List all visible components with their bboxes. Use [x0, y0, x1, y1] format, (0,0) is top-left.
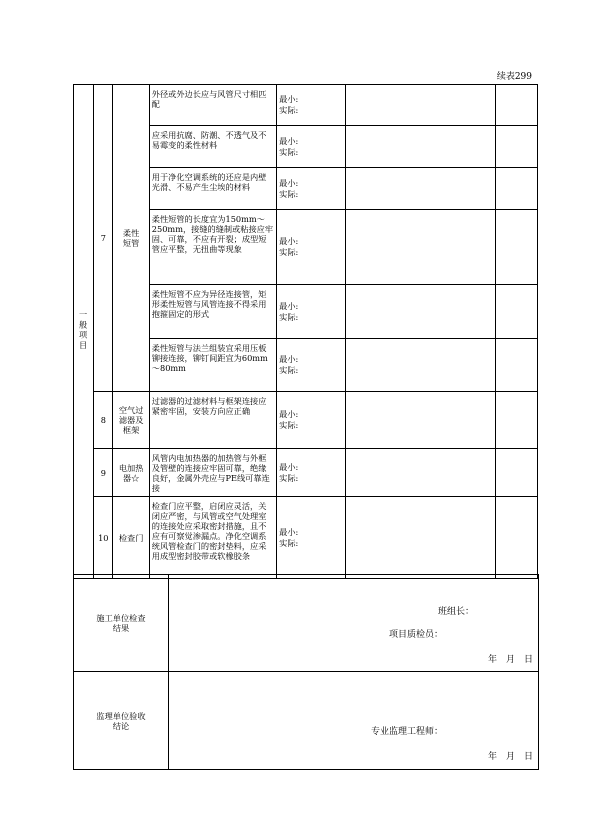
inspection-table: [73, 84, 538, 579]
measure-cell[interactable]: [345, 85, 495, 126]
requirement-text: 用于净化空调系统的还应是内壁光滑、不易产生尘埃的材料: [149, 168, 276, 210]
result-cell[interactable]: [495, 168, 538, 210]
supervision-label: 监理单位验收结论: [74, 672, 169, 770]
result-cell[interactable]: [495, 497, 538, 579]
construction-sign-area[interactable]: [169, 575, 539, 672]
requirement-text: 应采用抗腐、防潮、不透气及不易霉变的柔性材料: [149, 126, 276, 168]
requirement-text: 柔性短管的长度宜为150mm～250mm，接缝的缝制或粘接应牢固、可靠，不应有开裂；成型短管应平整，无扭曲等现象: [149, 210, 276, 285]
construction-date: 年 月 日: [487, 655, 533, 665]
inspector-label: 项目质检员：: [388, 630, 443, 640]
table-row: [74, 449, 538, 497]
result-cell[interactable]: [495, 285, 538, 339]
measure-cell[interactable]: [345, 126, 495, 168]
result-cell[interactable]: [495, 392, 538, 449]
item-number: 10: [94, 497, 113, 579]
table-row: [74, 85, 538, 126]
result-cell[interactable]: [495, 339, 538, 392]
minmax-cell: 最小: 实际:: [277, 126, 346, 168]
item-number: 9: [94, 449, 113, 497]
measure-cell[interactable]: [345, 449, 495, 497]
category-label: 一般项目: [78, 310, 89, 351]
minmax-cell: 最小: 实际:: [277, 392, 346, 449]
measure-cell[interactable]: [345, 285, 495, 339]
supervisor-engineer-label: 专业监理工程师：: [370, 727, 443, 737]
minmax-cell: 最小: 实际:: [277, 85, 346, 126]
measure-cell[interactable]: [345, 339, 495, 392]
requirement-text: 外径或外边长应与风管尺寸相匹配: [149, 85, 276, 126]
measure-cell[interactable]: [345, 210, 495, 285]
construction-row: [74, 575, 539, 672]
requirement-text: 检查门应平整，启闭应灵活，关闭应严密，与风管或空气处理室的连接处应采取密封措施，且不应有可察觉渗漏点。净化空调系统风管检查门的密封垫料，应采用成型密封胶带或软橡胶条: [149, 497, 276, 579]
table-row: [74, 392, 538, 449]
supervision-row: [74, 672, 539, 770]
result-cell[interactable]: [495, 85, 538, 126]
continuation-label: 续表299: [496, 72, 532, 82]
measure-cell[interactable]: [345, 497, 495, 579]
item-name: 电加热器☆: [113, 449, 149, 497]
requirement-text: 柔性短管与法兰组装宜采用压板铆接连接，铆钉间距宜为60mm～80mm: [149, 339, 276, 392]
category-cell: [74, 85, 94, 579]
minmax-cell: 最小: 实际:: [277, 449, 346, 497]
requirement-text: 柔性短管不应为异径连接管，矩形柔性短管与风管连接不得采用抱箍固定的形式: [149, 285, 276, 339]
supervision-date: 年 月 日: [487, 752, 533, 762]
measure-cell[interactable]: [345, 392, 495, 449]
measure-cell[interactable]: [345, 168, 495, 210]
minmax-cell: 最小: 实际:: [277, 497, 346, 579]
result-cell[interactable]: [495, 210, 538, 285]
requirement-text: 风管内电加热器的加热管与外框及管壁的连接应牢固可靠，绝缘良好，金属外壳应与PE线可靠连接: [149, 449, 276, 497]
minmax-cell: 最小: 实际:: [277, 339, 346, 392]
team-leader-label: 班组长：: [437, 607, 474, 617]
item-name: 检查门: [113, 497, 149, 579]
result-cell[interactable]: [495, 449, 538, 497]
supervision-sign-area[interactable]: [169, 672, 539, 770]
signature-table: [73, 574, 539, 770]
requirement-text: 过滤器的过滤材料与框架连接应紧密牢固，安装方向应正确: [149, 392, 276, 449]
item-number: 8: [94, 392, 113, 449]
item-number: 7: [94, 85, 113, 392]
table-row: [74, 497, 538, 579]
item-name: 柔性短管: [113, 85, 149, 392]
construction-label: 施工单位检查结果: [74, 575, 169, 672]
minmax-cell: 最小: 实际:: [277, 285, 346, 339]
item-name: 空气过滤器及框架: [113, 392, 149, 449]
minmax-cell: 最小: 实际:: [277, 210, 346, 285]
result-cell[interactable]: [495, 126, 538, 168]
minmax-cell: 最小: 实际:: [277, 168, 346, 210]
